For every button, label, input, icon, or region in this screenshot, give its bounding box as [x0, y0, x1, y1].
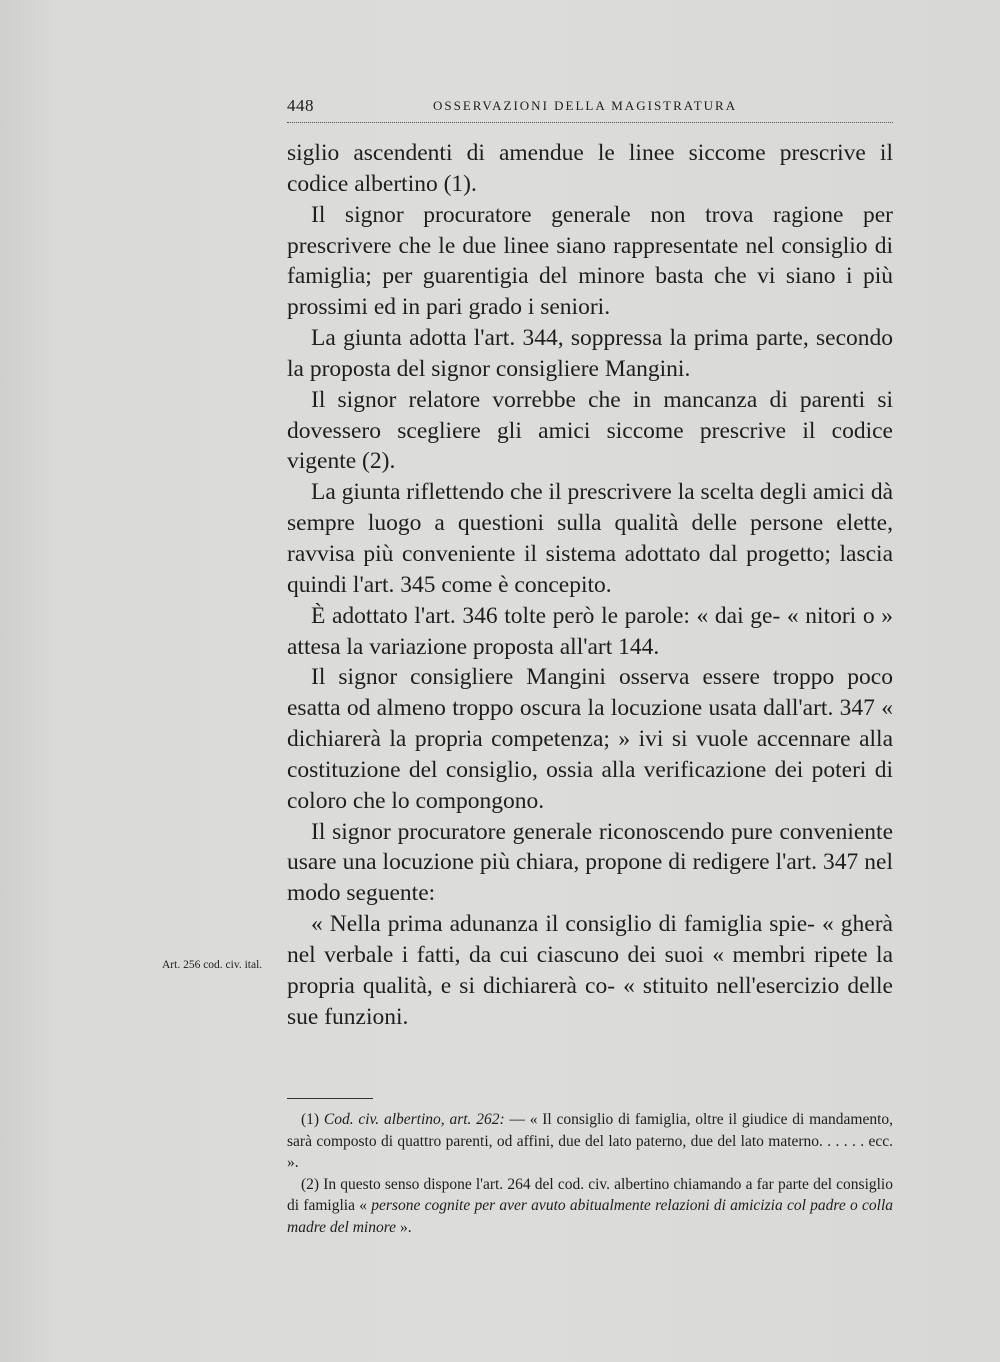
paragraph: Il signor procuratore generale non trova ragione per prescrivere che le due linee siano rappresentate nel consiglio di famiglia; per guarentigia del minore basta che vi siano i più prossimi ed in pari grado i seniori.: [287, 201, 893, 321]
body-text: [287, 138, 893, 1032]
paragraph: È adottato l'art. 346 tolte però le parole: « dai ge- « nitori o » attesa la variazione proposta all'art 144.: [287, 602, 893, 660]
paragraph: Il signor procuratore generale riconoscendo pure conveniente usare una locuzione più chiara, propone di redigere l'art. 347 nel modo seguente:: [287, 818, 893, 907]
footnote-1: [287, 1109, 893, 1174]
paragraph: La giunta adotta l'art. 344, soppressa la prima parte, secondo la proposta del signor consigliere Mangini.: [287, 325, 893, 382]
footnote-2-quote: persone cognite per aver avuto abitualmente relazioni di amicizia col padre o colla madre del minore: [287, 1197, 894, 1236]
quoted-article-text: « Nella prima adunanza il consiglio di famiglia spie- « gherà nel verbale i fatti, da cui ciascuno dei suoi « membri ripete la propria qualità, e si dichiarerà co- « stituito nell'esercizio delle sue funzioni.: [287, 911, 893, 1030]
footnote-2-end: ».: [399, 1218, 412, 1236]
page-header: [287, 96, 893, 123]
running-title: OSSERVAZIONI DELLA MAGISTRATURA: [433, 98, 738, 113]
paragraph: Il signor relatore vorrebbe che in mancanza di parenti si dovessero scegliere gli amici siccome prescrive il codice vigente (2).: [287, 386, 893, 475]
paragraph: La giunta riflettendo che il prescrivere la scelta degli amici dà sempre luogo a questioni sulla qualità delle persone elette, ravvisa più conveniente il sistema adottato dal progetto; lascia quindi l'art. 345 come è concepito.: [287, 479, 894, 598]
footnote-2: [287, 1174, 893, 1239]
paragraph: siglio ascendenti di amendue le linee siccome prescrive il codice albertino (1).: [287, 140, 893, 197]
footnote-1-citation: Cod. civ. albertino, art. 262:: [323, 1111, 505, 1128]
footnote-2-text: (2) In questo senso dispone l'art. 264 del cod. civ. albertino chiamando a far parte del consiglio di famiglia «: [287, 1175, 893, 1214]
footnote-1-marker: (1): [301, 1111, 320, 1128]
footnotes: [287, 1109, 893, 1238]
paragraph: Il signor consigliere Mangini osserva essere troppo poco esatta od almeno troppo oscura la locuzione usata dall'art. 347 « dichiarerà la propria competenza; » ivi si vuole accennare alla costituzione del consiglio, ossia alla verificazione dei poteri di coloro che lo compongono.: [287, 664, 893, 814]
footnote-1-text: — « Il consiglio di famiglia, oltre il giudice di mandamento, sarà composto di quattro parenti, od affini, due del lato paterno, due del lato materno. . . . . . ecc. ».: [287, 1111, 894, 1171]
footnote-divider: [287, 1098, 373, 1099]
margin-note: Art. 256 cod. civ. ital.: [162, 959, 263, 971]
page-number: 448: [287, 96, 314, 115]
